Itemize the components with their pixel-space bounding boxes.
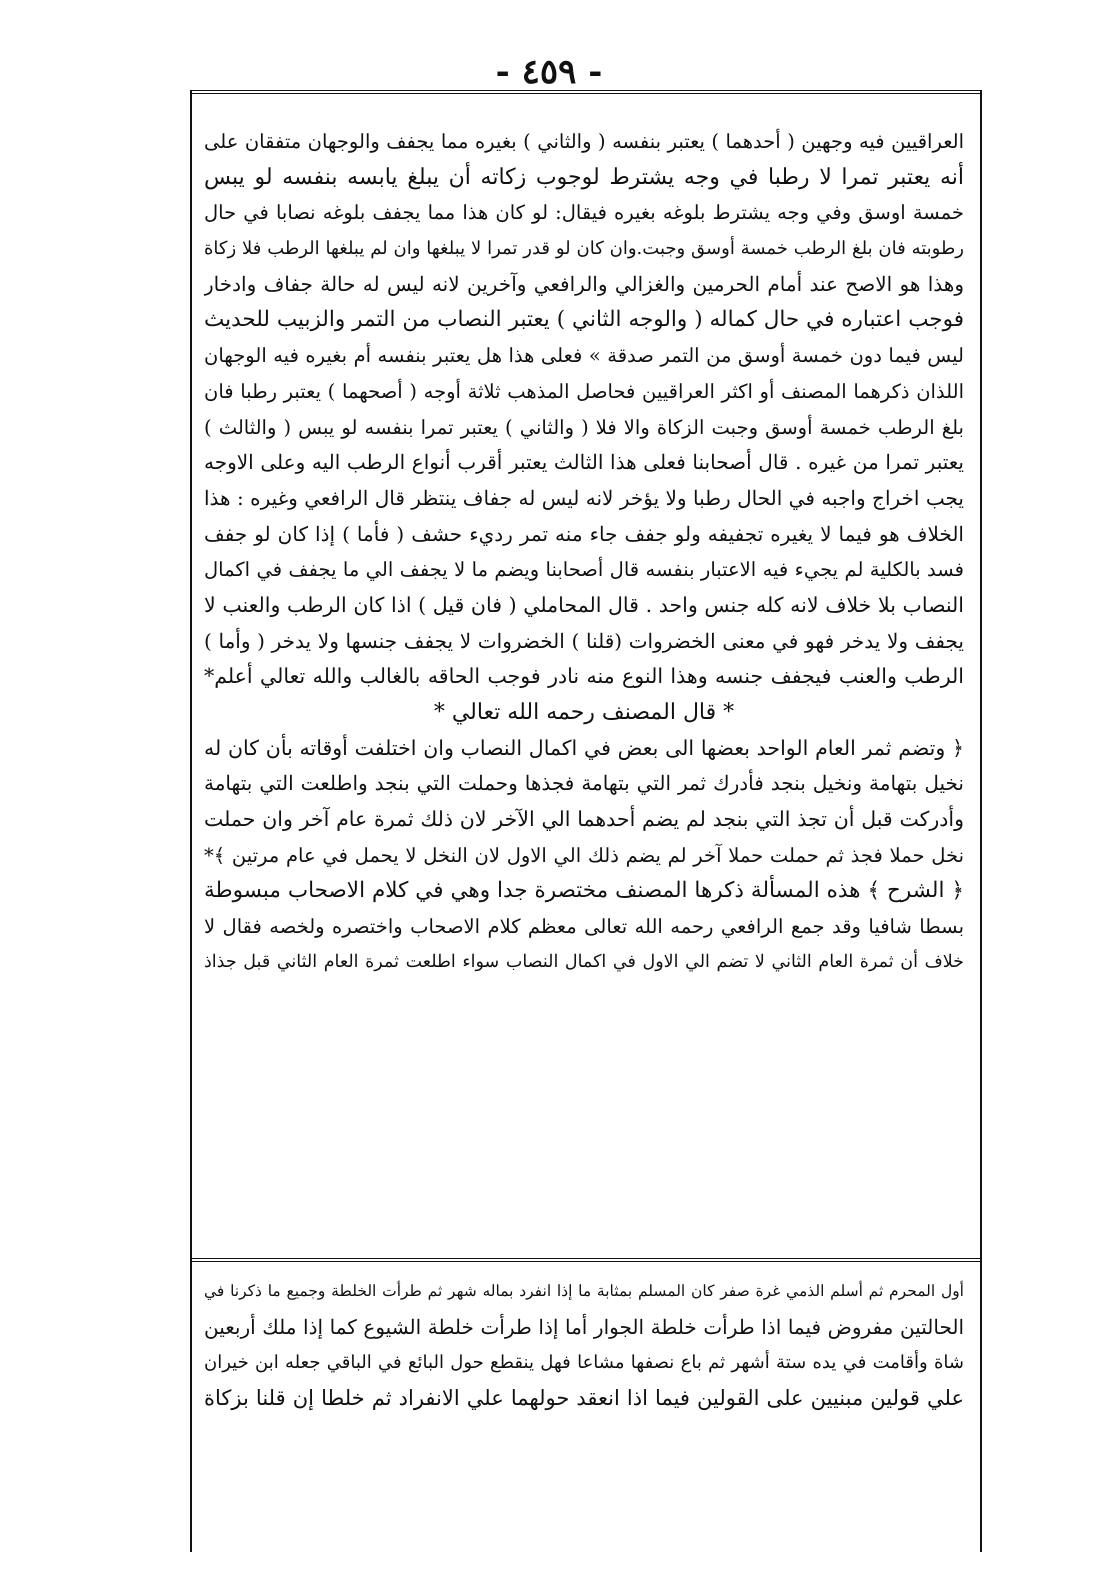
text-line: نخل حملا فجذ ثم حملت حملا آخر لم يضم ذلك الي الاول لان النخل لا يحمل في عام مرتين ﴾* xyxy=(204,843,964,867)
text-line: رطوبته فان بلغ الرطب خمسة أوسق وجبت.وان كان لو قدر تمرا لا يبلغها وان لم يبلغها الرطب فلا زكاة xyxy=(204,238,964,260)
text-line: الرطب والعنب فيجفف جنسه وهذا النوع منه نادر فوجب الحاقه بالغالب والله تعالي أعلم* xyxy=(204,664,964,689)
footnote-text xyxy=(204,1274,964,1416)
text-line: يجب اخراج واجبه في الحال رطبا ولا يؤخر لانه ليس له جفاف ينتظر قال الرافعي وغيره : هذا xyxy=(204,485,964,510)
text-line: خلاف أن ثمرة العام الثاني لا تضم الي الاول في اكمال النصاب سواء اطلعت ثمرة العام الثاني قبل جذاذ xyxy=(204,951,964,972)
text-line: يعتبر تمرا من غيره . قال أصحابنا فعلى هذا الثالث يعتبر أقرب أنواع الرطب اليه وعلى الاوجه xyxy=(204,450,964,475)
text-line: الخلاف هو فيما لا يغيره تجفيفه ولو جفف جاء منه تمر رديء حشف ( فأما ) إذا كان لو جفف xyxy=(204,521,964,546)
footnote-separator xyxy=(190,1258,982,1262)
text-line: وأدركت قبل أن تجذ التي بنجد لم يضم أحدهما الي الآخر لان ذلك ثمرة عام آخر وان حملت xyxy=(204,807,964,832)
text-line: فوجب اعتباره في حال كماله ( والوجه الثاني ) يعتبر النصاب من التمر والزبيب للحديث xyxy=(204,307,964,333)
text-line: بلغ الرطب خمسة أوسق وجبت الزكاة والا فلا ( والثاني ) يعتبر تمرا بنفسه لو يبس ( والثالث ) xyxy=(204,415,964,439)
section-heading: * قال المصنف رحمه الله تعالي * xyxy=(433,700,735,725)
text-line: يجفف ولا يدخر فهو في معنى الخضروات (قلنا ) الخضروات لا يجفف جنسها ولا يدخر ( وأما ) xyxy=(204,628,964,653)
text-line: بسطا شافيا وقد جمع الرافعي رحمه الله تعالى معظم كلام الاصحاب واختصره ولخصه فقال لا xyxy=(204,915,964,939)
text-line: النصاب بلا خلاف لانه كله جنس واحد . قال المحاملي ( فان قيل ) اذا كان الرطب والعنب لا xyxy=(204,592,964,617)
text-line: ﴿ الشرح ﴾ هذه المسألة ذكرها المصنف مختصرة جدا وهي في كلام الاصحاب مبسوطة xyxy=(204,878,964,904)
page-number: - ٤٥٩ - xyxy=(495,52,603,92)
top-rule xyxy=(190,90,982,94)
main-text xyxy=(204,124,964,981)
text-line: اللذان ذكرهما المصنف أو اكثر العراقيين فحاصل المذهب ثلاثة أوجه ( أصحهما ) يعتبر رطبا فان xyxy=(204,379,964,403)
text-line: العراقيين فيه وجهين ( أحدهما ) يعتبر بنفسه ( والثاني ) بغيره مما يجفف والوجهان متفقان على xyxy=(204,130,964,153)
text-line: ليس فيما دون خمسة أوسق من التمر صدقة » فعلى هذا هل يعتبر بنفسه أم بغيره فيه الوجهان xyxy=(204,344,964,368)
footnote-line: علي قولين مبنيين على القولين فيما اذا انعقد حولهما علي الانفراد ثم خلطا إن قلنا بزكاة xyxy=(204,1385,964,1410)
footnote-line: الحالتين مفروض فيما اذا طرأت خلطة الجوار أما إذا طرأت خلطة الشيوع كما إذا ملك أربعين xyxy=(204,1314,964,1339)
text-line: ﴿ وتضم ثمر العام الواحد بعضها الى بعض في اكمال النصاب وان اختلفت أوقاته بأن كان له xyxy=(204,735,964,760)
text-line: خمسة اوسق وفي وجه يشترط بلوغه بغيره فيقال: لو كان هذا مما يجفف بلوغه نصابا في حال xyxy=(204,201,964,225)
footnote-line: أول المحرم ثم أسلم الذمي غرة صفر كان المسلم بمثابة ما إذا انفرد بماله شهر ثم طرأت الخلطة وجميع ما ذكرنا في xyxy=(204,1282,964,1300)
text-line: نخيل بتهامة ونخيل بنجد فأدرك ثمر التي بتهامة فجذها وحملت التي بنجد واطلعت التي بتهامة xyxy=(204,771,964,796)
text-line: فسد بالكلية لم يجيء فيه الاعتبار بنفسه قال أصحابنا ويضم ما لا يجفف الي ما يجفف في اكمال xyxy=(204,558,964,582)
footnote-line: شاة وأقامت في يده ستة أشهر ثم باع نصفها مشاعا فهل ينقطع حول البائع في الباقي جعله ابن خيران xyxy=(204,1352,964,1373)
text-line: وهذا هو الاصح عند أمام الحرمين والغزالي والرافعي وآخرين لانه ليس له حالة جفاف وادخار xyxy=(204,271,964,296)
text-line: أنه يعتبر تمرا لا رطبا في وجه يشترط لوجوب زكاته أن يبلغ يابسه بنفسه لو يبس xyxy=(204,164,964,190)
